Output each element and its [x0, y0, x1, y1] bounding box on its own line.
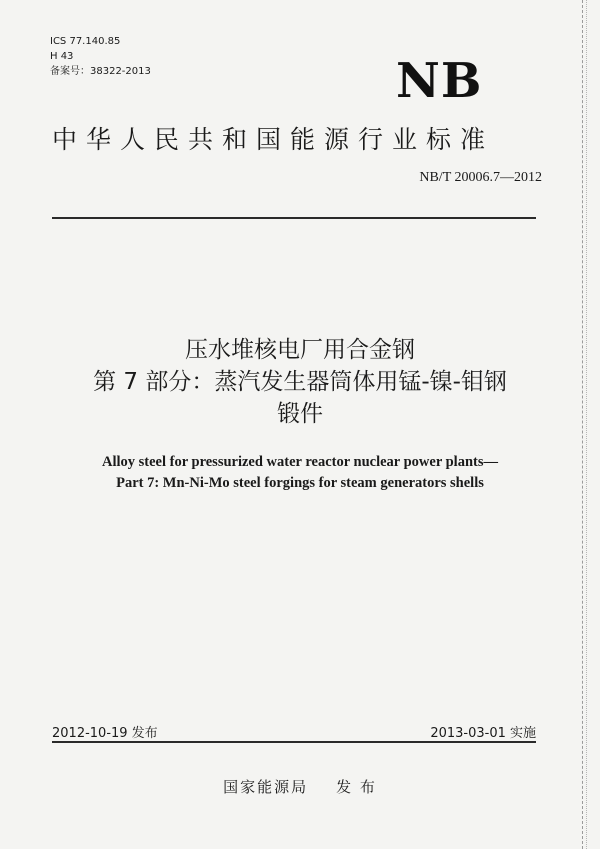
title-english — [40, 452, 560, 494]
title-chinese — [40, 334, 560, 430]
title-en-line2: Part 7: Mn-Ni-Mo steel forgings for steam generators shells — [116, 475, 484, 491]
metadata-block — [50, 34, 151, 79]
title-cn-line3: 锻件 — [277, 401, 323, 427]
title-cn-line1: 压水堆核电厂用合金钢 — [185, 337, 415, 363]
publisher-line — [150, 776, 450, 797]
nb-logo: NB — [396, 53, 483, 109]
org-title: 中华人民共和国能源行业标准 — [52, 125, 495, 154]
record-number: 备案号：38322-2013 — [50, 66, 151, 77]
title-en-line1: Alloy steel for pressurized water reactor nuclear power plants— — [101, 454, 498, 470]
bottom-divider — [52, 741, 536, 743]
standard-number: NB/T 20006.7—2012 — [419, 170, 542, 185]
page-edge — [582, 0, 587, 849]
effective-date: 2013-03-01 实施 — [430, 726, 536, 741]
issue-date: 2012-10-19 发布 — [52, 726, 158, 741]
publisher-action: 发 布 — [336, 778, 377, 796]
publisher-name: 国家能源局 — [223, 778, 309, 796]
title-cn-line2: 第 7 部分：蒸汽发生器筒体用锰-镍-钼钢 — [93, 369, 507, 395]
ics-code: ICS 77.140.85 — [50, 36, 121, 47]
top-divider — [52, 217, 536, 219]
classification-code: H 43 — [50, 51, 74, 62]
